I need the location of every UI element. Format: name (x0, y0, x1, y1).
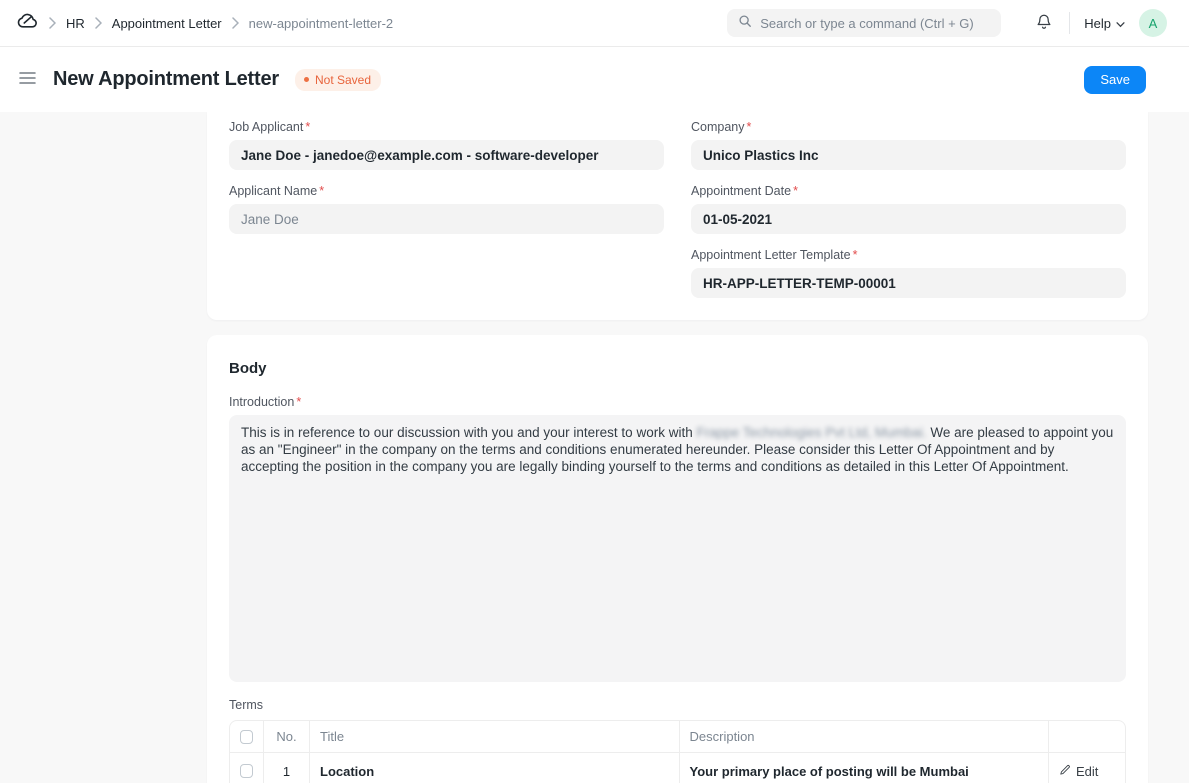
cloud-logo-icon (16, 9, 39, 37)
breadcrumb-hr[interactable]: HR (66, 15, 85, 31)
introduction-text: We are pleased to appoint you as an "Engineer" in the company on the terms and conditions enumerated hereunder. Please consider this Letter Of Appointment and by accepting the position in the company you are legally binding yourself to the terms and conditions as detailed in this Letter Of Appointment. (241, 425, 1114, 474)
global-search[interactable] (727, 9, 1001, 37)
company-label: Company * (691, 120, 752, 134)
bell-icon (1035, 13, 1053, 34)
search-input[interactable] (760, 16, 990, 31)
introduction-text: This is in reference to our discussion with you and your interest to work with (241, 425, 697, 440)
status-dot-icon (304, 77, 309, 82)
field-appointment-letter-template (691, 248, 1126, 298)
applicant-name-input[interactable] (229, 204, 664, 234)
terms-label: Terms (229, 698, 264, 712)
status-badge (295, 69, 381, 91)
chevron-right-icon (95, 17, 102, 29)
terms-row-no: 1 (264, 753, 310, 783)
field-job-applicant (229, 120, 664, 170)
search-icon (738, 14, 752, 33)
row-checkbox[interactable] (240, 764, 253, 778)
appointment-date-input[interactable] (691, 204, 1126, 234)
select-all-checkbox[interactable] (240, 730, 253, 744)
user-avatar[interactable]: A (1139, 9, 1167, 37)
page-title: New Appointment Letter (53, 68, 279, 90)
row-edit-button[interactable] (1059, 764, 1098, 779)
terms-table (229, 720, 1126, 783)
field-company (691, 120, 1126, 170)
job-applicant-input[interactable] (229, 140, 664, 170)
help-menu[interactable] (1084, 16, 1125, 31)
breadcrumb (16, 9, 393, 37)
notifications-button[interactable] (1033, 11, 1055, 36)
terms-row-select (230, 753, 264, 783)
hamburger-icon (19, 71, 36, 88)
appointment-letter-template-input[interactable] (691, 268, 1126, 298)
chevron-right-icon (232, 17, 239, 29)
pencil-icon (1059, 764, 1071, 779)
page-body (0, 112, 1189, 783)
help-label: Help (1084, 15, 1111, 31)
body-section-heading: Body (229, 360, 267, 377)
app-logo[interactable] (16, 9, 39, 37)
body-section-card (207, 335, 1148, 783)
field-applicant-name (229, 184, 664, 234)
navbar (0, 0, 1189, 47)
introduction-redacted-text: Frappe Technologies Pvt Ltd, Mumbai. (696, 425, 927, 440)
terms-header-title: Title (310, 721, 680, 753)
job-applicant-label: Job Applicant * (229, 120, 311, 134)
page-head (0, 47, 1189, 112)
terms-header-no: No. (264, 721, 310, 753)
breadcrumb-current-doc: new-appointment-letter-2 (248, 15, 394, 31)
navbar-actions (727, 9, 1167, 37)
chevron-right-icon (49, 17, 56, 29)
status-badge-label: Not Saved (314, 72, 372, 87)
terms-header-select (230, 721, 264, 753)
details-section-card (207, 112, 1148, 320)
terms-row-actions (1049, 753, 1125, 783)
details-right-column (691, 120, 1126, 298)
navbar-divider (1069, 12, 1070, 34)
introduction-label: Introduction * (229, 395, 302, 409)
applicant-name-label: Applicant Name * (229, 184, 325, 198)
save-button[interactable]: Save (1084, 66, 1146, 94)
sidebar-toggle-button[interactable] (16, 68, 39, 91)
field-appointment-date (691, 184, 1126, 234)
terms-row-title[interactable]: Location (310, 753, 680, 783)
terms-row-description[interactable]: Your primary place of posting will be Mumbai (680, 753, 1050, 783)
company-input[interactable] (691, 140, 1126, 170)
introduction-textarea[interactable] (229, 415, 1126, 682)
edit-label: Edit (1076, 763, 1099, 779)
terms-header-description: Description (680, 721, 1050, 753)
appointment-letter-template-label: Appointment Letter Template * (691, 248, 858, 262)
chevron-down-icon (1116, 16, 1125, 31)
details-left-column (229, 120, 664, 298)
appointment-date-label: Appointment Date * (691, 184, 798, 198)
breadcrumb-appointment-letter[interactable]: Appointment Letter (111, 15, 222, 31)
terms-header-actions (1049, 721, 1125, 753)
